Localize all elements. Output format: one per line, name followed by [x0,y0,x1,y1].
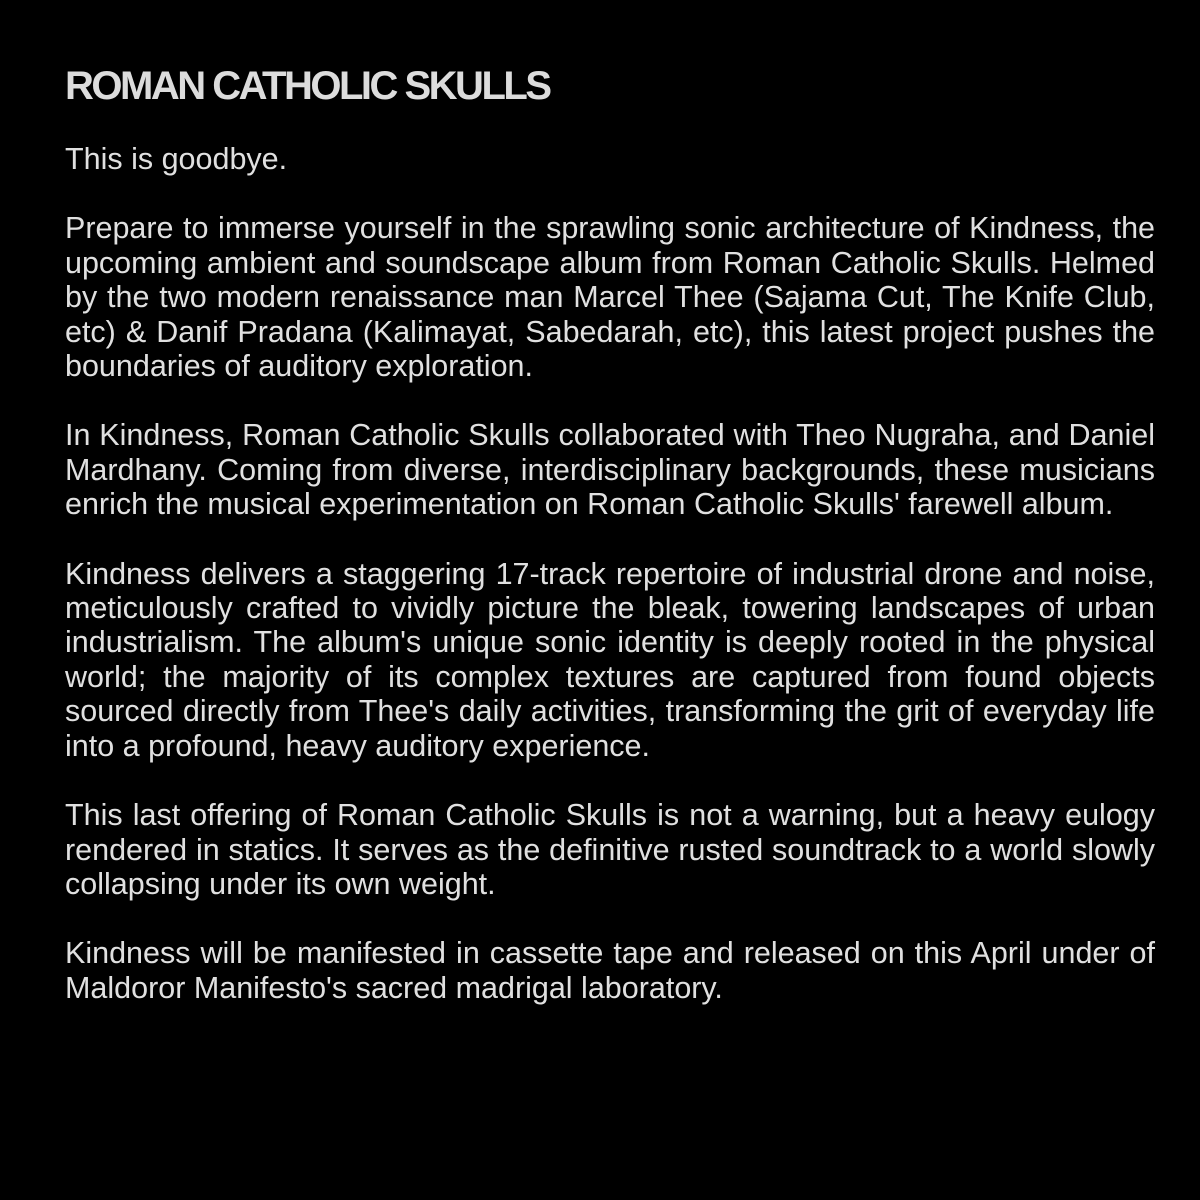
paragraph-release-info: Kindness will be manifested in cassette tape and released on this April under of Maldoror Manifesto's sacred madrigal laboratory. [65,936,1155,1005]
paragraph-album-details: Kindness delivers a staggering 17-track repertoire of industrial drone and noise, meticulously crafted to vividly picture the bleak, towering landscapes of urban industrialism. The album's unique sonic identity is deeply rooted in the physical world; the majority of its complex textures are captured from found objects sourced directly from Thee's daily activities, transforming the grit of everyday life into a profound, heavy auditory experience. [65,556,1155,763]
document-title: ROMAN CATHOLIC SKULLS [65,64,550,108]
document-body [65,142,1155,1005]
paragraph-eulogy: This last offering of Roman Catholic Skulls is not a warning, but a heavy eulogy rendered in statics. It serves as the definitive rusted soundtrack to a world slowly collapsing under its own weight. [65,798,1155,901]
paragraph-overview: Prepare to immerse yourself in the sprawling sonic architecture of Kindness, the upcoming ambient and soundscape album from Roman Catholic Skulls. Helmed by the two modern renaissance man Marcel Thee (Sajama Cut, The Knife Club, etc) & Danif Pradana (Kalimayat, Sabedarah, etc), this latest project pushes the boundaries of auditory exploration. [65,211,1155,384]
paragraph-intro: This is goodbye. [65,142,288,176]
paragraph-collaborators: In Kindness, Roman Catholic Skulls collaborated with Theo Nugraha, and Daniel Mardhany. Coming from diverse, interdisciplinary backgrounds, these musicians enrich the musical experimentation on Roman Catholic Skulls' farewell album. [65,418,1155,522]
document-page [65,62,1155,1005]
